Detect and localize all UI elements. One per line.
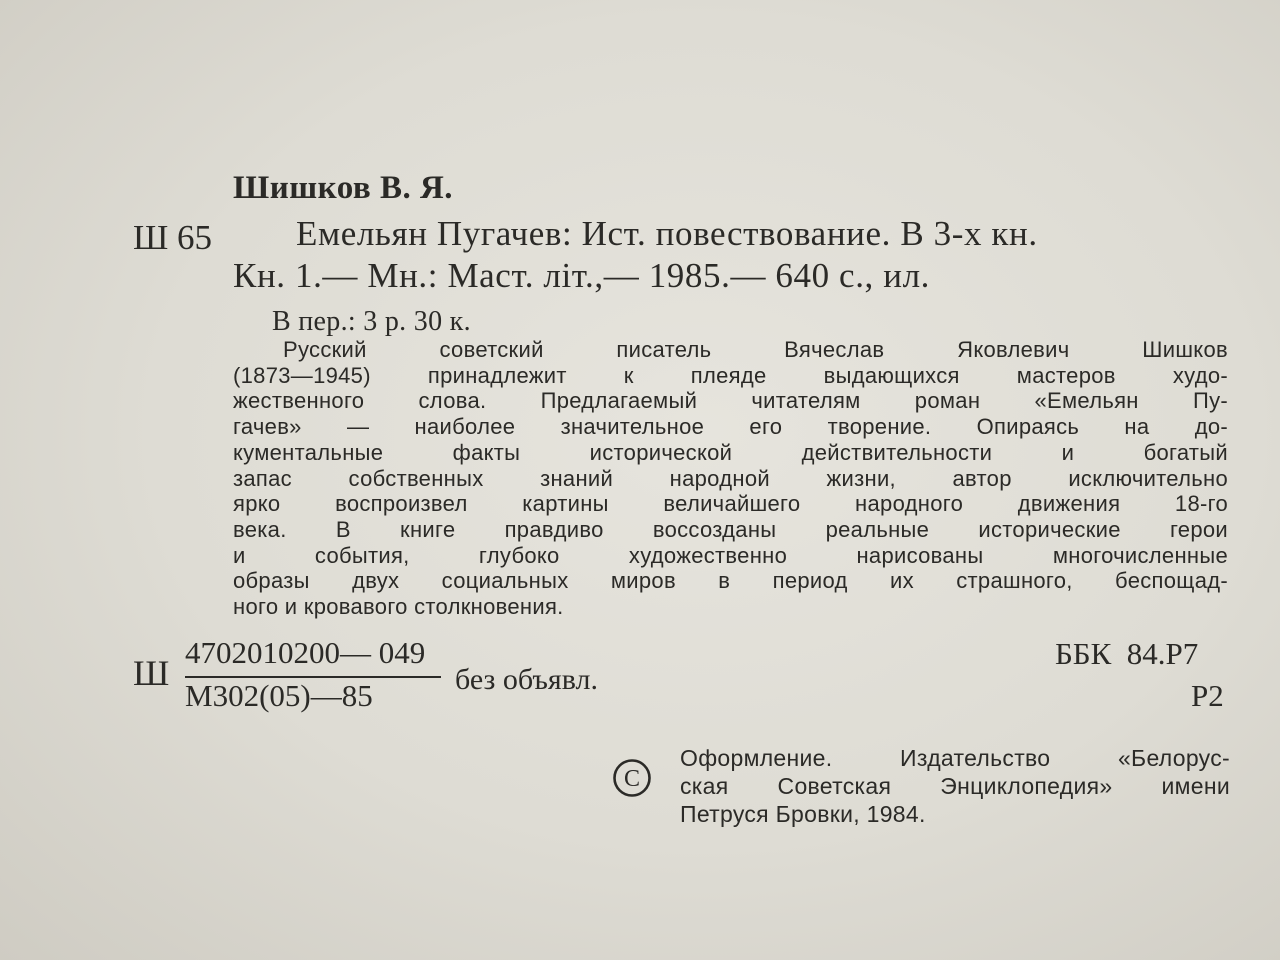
title-line-2: Кн. 1.— Мн.: Маст. літ.,— 1985.— 640 с., ил. [233, 256, 930, 295]
annotation-line: кументальные факты исторической действительности и богатый [233, 439, 1228, 465]
annotation-line: (1873—1945) принадлежит к плеяде выдающихся мастеров худо- [233, 362, 1228, 388]
annotation [233, 337, 1228, 620]
annotation-line: века. В книге правдиво воссозданы реальные исторические герои [233, 516, 1228, 542]
copyright-icon [612, 758, 652, 798]
copyright-letter: C [623, 766, 641, 792]
copyright-line: Оформление. Издательство «Белорус- [680, 745, 1230, 771]
annotation-line: ного и кровавого столкновения. [233, 594, 564, 620]
title-line-1: Емельян Пугачев: Ист. повествование. В 3-х кн. [296, 214, 1038, 253]
price: В пер.: 3 р. 30 к. [272, 306, 471, 337]
annotation-line: ярко воспроизвел картины величайшего народного движения 18-го [233, 491, 1228, 517]
annotation-line: и события, глубоко художественно нарисованы многочисленные [233, 542, 1228, 568]
bbk-index: ББК 84.Р7 [1055, 636, 1199, 671]
catalog-note: без объявл. [455, 663, 598, 696]
copyright-notice [680, 744, 1230, 828]
bbk-sub-index: Р2 [1191, 678, 1224, 713]
catalog-letter: Ш [133, 653, 170, 693]
catalog-numerator: 4702010200— 049 [185, 635, 426, 670]
copyright-line: ская Советская Энциклопедия» имени [680, 773, 1230, 799]
copyright-line: Петруся Бровки, 1984. [680, 801, 926, 827]
catalog-code: Ш 65 [133, 218, 213, 257]
annotation-line: Русский советский писатель Вячеслав Яковлевич Шишков [283, 337, 1228, 362]
annotation-line: жественного слова. Предлагаемый читателям роман «Емельян Пу- [233, 388, 1228, 414]
annotation-line: образы двух социальных миров в период их страшного, беспощад- [233, 568, 1228, 594]
annotation-line: запас собственных знаний народной жизни, автор исключительно [233, 465, 1228, 491]
catalog-denominator: М302(05)—85 [185, 678, 373, 713]
author-name: Шишков В. Я. [233, 170, 454, 206]
annotation-line: гачев» — наиболее значительное его творение. Опираясь на до- [233, 414, 1228, 440]
